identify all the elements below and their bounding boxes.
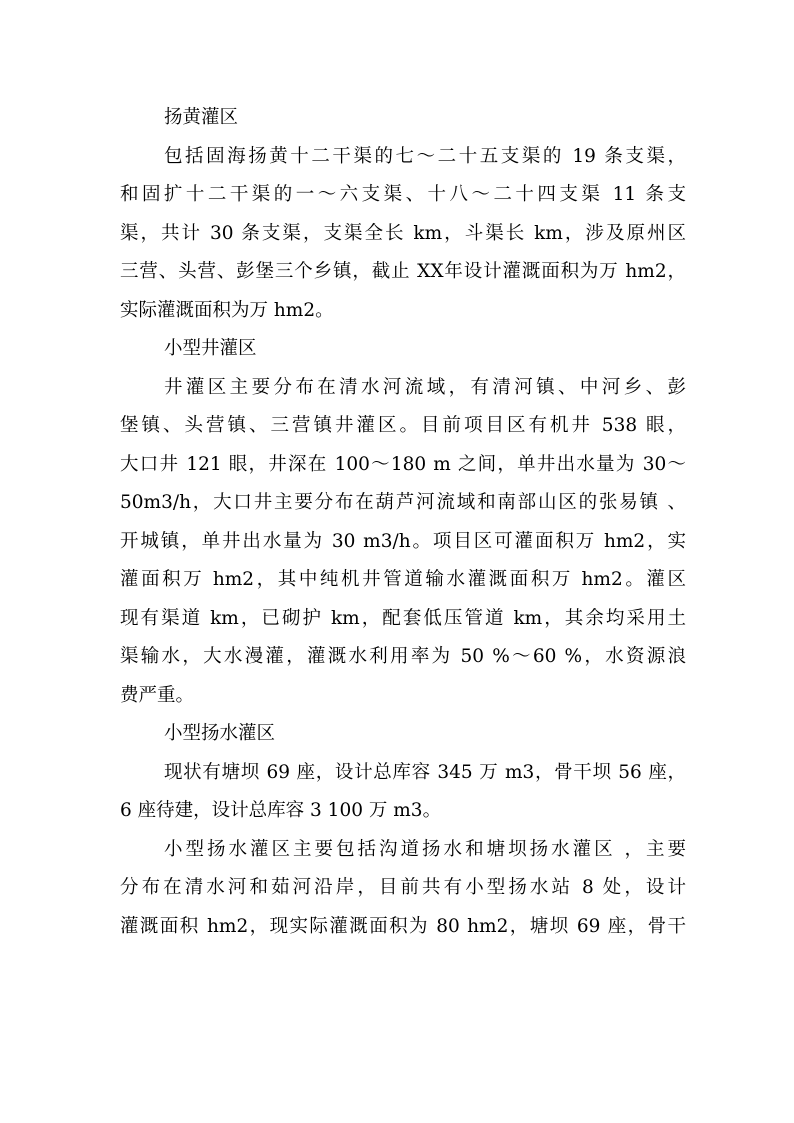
paragraph-line: 小型扬水灌区主要包括沟道扬水和塘坝扬水灌区 ，主要	[164, 838, 686, 860]
paragraph-line: 大口井 121 眼，井深在 100～180 m 之间，单井出水量为 30～	[120, 453, 686, 475]
paragraph-line: 分布在清水河和茹河沿岸，目前共有小型扬水站 8 处，设计	[120, 877, 686, 898]
paragraph-line: 实际灌溉面积为万 hm2。	[120, 299, 334, 321]
paragraph-line: 灌面积万 hm2，其中纯机井管道输水灌溉面积万 hm2。灌区	[120, 569, 686, 590]
paragraph-line: 和固扩十二干渠的一～六支渠、十八～二十四支渠 11 条支	[120, 184, 686, 205]
section-heading-yanghuang: 扬黄灌区	[164, 107, 239, 128]
paragraph-line: 开城镇，单井出水量为 30 m3/h。项目区可灌面积万 hm2，实	[120, 530, 686, 552]
section-heading-pump-irrigation: 小型扬水灌区	[164, 723, 276, 744]
paragraph-line: 费严重。	[120, 684, 195, 706]
paragraph-line: 渠输水，大水漫灌，灌溉水利用率为 50 %～60 %，水资源浪	[120, 646, 686, 667]
paragraph-line: 堡镇、头营镇、三营镇井灌区。目前项目区有机井 538 眼，	[120, 415, 686, 436]
paragraph-line: 三营、头营、彭堡三个乡镇，截止 XX年设计灌溉面积为万 hm2，	[120, 261, 686, 282]
paragraph-line: 6 座待建，设计总库容 3 100 万 m3。	[120, 800, 442, 821]
paragraph-line: 灌溉面积 hm2，现实际灌溉面积为 80 hm2，塘坝 69 座，骨干	[120, 915, 686, 937]
paragraph-line: 现状有塘坝 69 座，设计总库容 345 万 m3，骨干坝 56 座，	[164, 761, 686, 783]
paragraph-line: 渠，共计 30 条支渠，支渠全长 km，斗渠长 km，涉及原州区	[120, 222, 686, 244]
paragraph-line: 包括固海扬黄十二干渠的七～二十五支渠的 19 条支渠，	[164, 145, 686, 167]
paragraph-line: 井灌区主要分布在清水河流域，有清河镇、中河乡、彭	[164, 376, 686, 398]
document-page	[120, 99, 686, 946]
section-heading-well-irrigation: 小型井灌区	[164, 338, 257, 359]
paragraph-line: 50m3/h，大口井主要分布在葫芦河流域和南部山区的张易镇 、	[120, 492, 686, 513]
paragraph-line: 现有渠道 km，已砌护 km，配套低压管道 km，其余均采用土	[120, 607, 686, 629]
